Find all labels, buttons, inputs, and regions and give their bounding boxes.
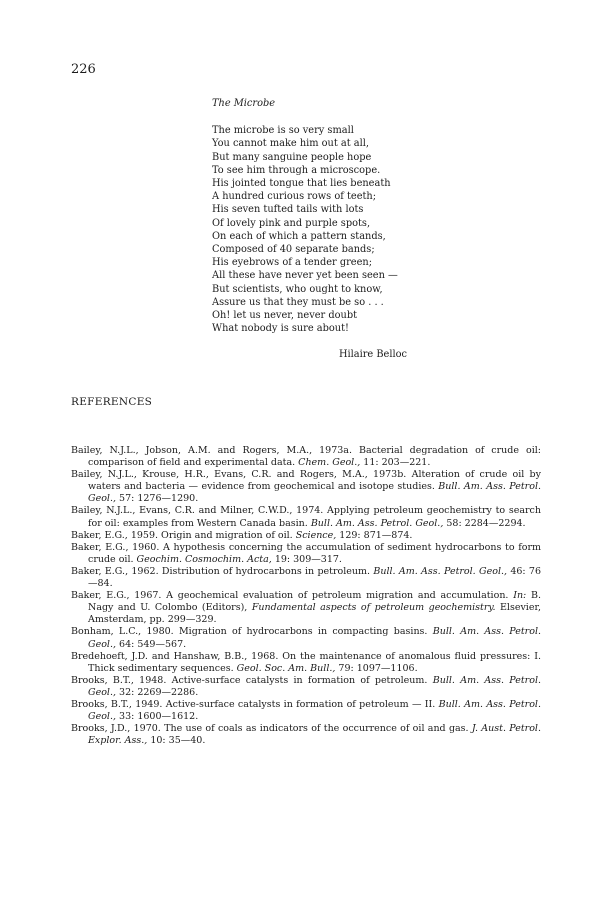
poem-line: His jointed tongue that lies beneath xyxy=(212,178,391,190)
poem-line: You cannot make him out at all, xyxy=(212,138,370,150)
reference-item xyxy=(71,590,541,626)
reference-publisher: Elsevier, Amsterdam, pp. 299—329. xyxy=(88,602,541,626)
reference-item xyxy=(71,566,541,590)
poem-line: To see him through a microscope. xyxy=(212,164,381,176)
poem-author: Hilaire Belloc xyxy=(338,349,407,361)
reference-item xyxy=(71,675,541,699)
poem-line: What nobody is sure about! xyxy=(212,323,349,335)
reference-journal: Bull. Am. Ass. Petrol. Geol., xyxy=(88,626,541,650)
reference-text: Brooks, B.T., 1948. Active-surface catalysts in formation of petroleum. xyxy=(71,674,433,686)
poem-line: Composed of 40 separate bands; xyxy=(212,244,375,256)
reference-citation: 32: 2269—2286. xyxy=(116,686,199,698)
poem xyxy=(212,97,407,362)
reference-journal: Bull. Am. Ass. Petrol. Geol., xyxy=(88,698,541,723)
reference-item xyxy=(71,699,541,723)
reference-item xyxy=(71,505,541,529)
reference-text: Bailey, N.J.L., Krouse, H.R., Evans, C.R. and Rogers, M.A., 1973b. Alteration of crude oil by waters and bacteria — evidence from geochemical and isotope studies. xyxy=(71,469,541,493)
reference-item xyxy=(71,530,541,542)
reference-citation: 46: 76—84. xyxy=(88,565,542,590)
poem-line: A hundred curious rows of teeth; xyxy=(212,191,377,203)
poem-line: His eyebrows of a tender green; xyxy=(212,257,372,269)
reference-text: Baker, E.G., 1962. Distribution of hydrocarbons in petroleum. xyxy=(71,565,374,577)
reference-citation: B. Nagy and U. Colombo (Editors), xyxy=(88,590,541,614)
poem-line: All these have never yet been seen — xyxy=(212,270,398,282)
poem-line: His seven tufted tails with lots xyxy=(212,204,364,216)
reference-journal: Geol. Soc. Am. Bull., xyxy=(236,662,336,674)
reference-journal: In: xyxy=(513,590,531,602)
reference-citation: 19: 309—317. xyxy=(271,553,342,565)
poem-line: Assure us that they must be so . . . xyxy=(212,296,384,308)
reference-item xyxy=(71,445,541,469)
references-heading: REFERENCES xyxy=(71,396,153,408)
reference-text: Bailey, N.J.L., Jobson, A.M. and Rogers, M.A., 1973a. Bacterial degradation of crude oil: comparison of field and experimental data. xyxy=(71,445,541,469)
reference-item xyxy=(71,723,541,747)
reference-text: Bonham, L.C., 1980. Migration of hydrocarbons in compacting basins. xyxy=(71,626,433,638)
poem-line: But many sanguine people hope xyxy=(212,151,372,163)
poem-line: The microbe is so very small xyxy=(212,125,354,137)
reference-citation: 11: 203—221. xyxy=(360,457,431,469)
poem-line: On each of which a pattern stands, xyxy=(212,230,386,242)
reference-citation: 129: 871—874. xyxy=(336,529,413,541)
poem-body xyxy=(212,124,407,335)
reference-citation: 10: 35—40. xyxy=(147,735,206,747)
reference-item xyxy=(71,469,541,505)
reference-item xyxy=(71,626,541,650)
reference-text: Bredehoeft, J.D. and Hanshaw, B.B., 1968. On the maintenance of anomalous fluid pressures: I. Thick sedimentary sequences. xyxy=(71,650,541,674)
reference-text: Baker, E.G., 1959. Origin and migration of oil. xyxy=(71,529,296,541)
reference-citation: 33: 1600—1612. xyxy=(116,711,199,723)
reference-citation: 64: 549—567. xyxy=(116,638,187,650)
reference-item xyxy=(71,542,541,566)
reference-journal: Chem. Geol., xyxy=(298,457,361,469)
reference-item xyxy=(71,651,541,675)
reference-journal: Bull. Am. Ass. Petrol. Geol., xyxy=(373,565,508,577)
reference-list xyxy=(71,445,541,747)
reference-book-title: Fundamental aspects of petroleum geochemistry. xyxy=(251,602,496,614)
poem-title: The Microbe xyxy=(212,98,276,109)
poem-line: Of lovely pink and purple spots, xyxy=(212,217,371,229)
reference-citation: 57: 1276—1290. xyxy=(116,493,199,505)
reference-journal: Bull. Am. Ass. Petrol. Geol., xyxy=(88,674,541,698)
poem-line: Oh! let us never, never doubt xyxy=(212,310,358,322)
reference-text: Baker, E.G., 1960. A hypothesis concerning the accumulation of sediment hydrocarbons to form crude oil. xyxy=(71,541,541,565)
reference-citation: 58: 2284—2294. xyxy=(443,517,526,529)
page-number: 226 xyxy=(71,62,96,77)
reference-text: Brooks, J.D., 1970. The use of coals as indicators of the occurrence of oil and gas. xyxy=(71,723,472,735)
reference-journal: Geochim. Cosmochim. Acta, xyxy=(136,553,272,565)
reference-text: Brooks, B.T., 1949. Active-surface catalysts in formation of petroleum — II. xyxy=(71,698,439,710)
reference-text: Baker, E.G., 1967. A geochemical evaluation of petroleum migration and accumulation. xyxy=(71,590,514,602)
poem-line: But scientists, who ought to know, xyxy=(212,283,383,295)
reference-journal: Bull. Am. Ass. Petrol. Geol., xyxy=(88,481,542,505)
reference-journal: Science, xyxy=(295,529,337,541)
reference-journal: Bull. Am. Ass. Petrol. Geol., xyxy=(310,517,444,529)
reference-journal: J. Aust. Petrol. Explor. Ass., xyxy=(88,723,541,747)
reference-citation: 79: 1097—1106. xyxy=(335,662,418,674)
reference-text: Bailey, N.J.L., Evans, C.R. and Milner, C.W.D., 1974. Applying petroleum geochemistry to search for oil: examples from Western Canada basin. xyxy=(71,505,541,529)
